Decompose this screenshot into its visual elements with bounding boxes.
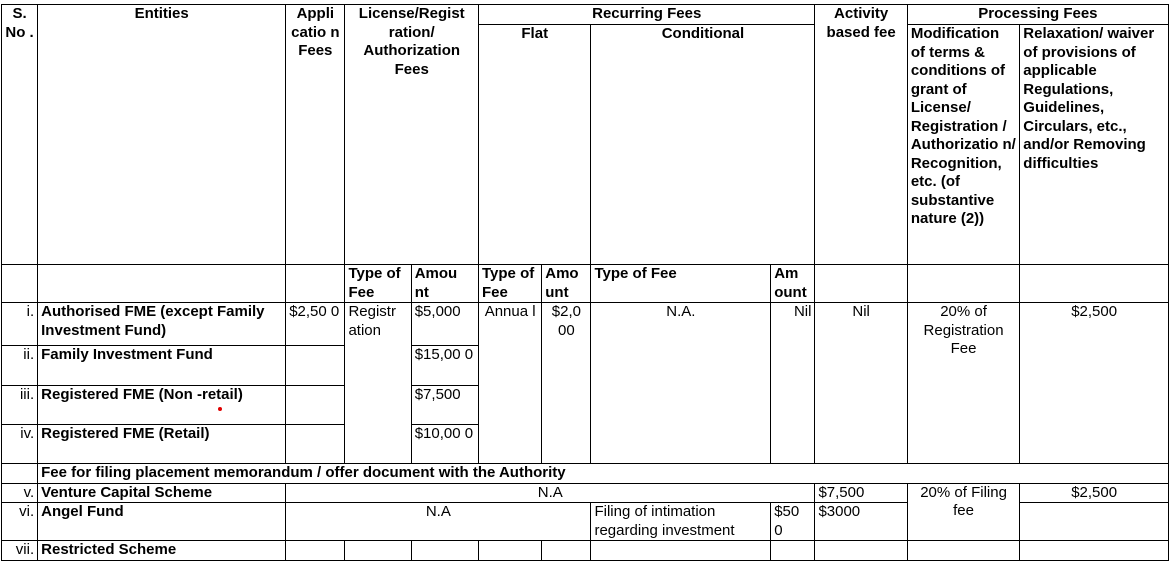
modification-fee: 20% of Filing fee	[907, 483, 1019, 541]
conditional-fee-amount: Nil	[771, 303, 815, 464]
header-application-fees: Appli catio n Fees	[286, 5, 345, 265]
subheader-flat-amount: Amo unt	[542, 265, 591, 303]
row-number: v.	[2, 483, 38, 503]
row-number: vi.	[2, 503, 38, 541]
not-applicable: N.A	[286, 503, 591, 541]
header-modification: Modification of terms & conditions of grant of License/ Registration / Authorizatio n/ Recognition, etc. (of substantive nature (2))	[907, 25, 1019, 265]
section-title: Fee for filing placement memorandum / offer document with the Authority	[38, 464, 1169, 484]
subheader-conditional-amount: Am ount	[771, 265, 815, 303]
header-entities: Entities	[38, 5, 286, 265]
subheader-flat-type: Type of Fee	[479, 265, 542, 303]
entity-name: Angel Fund	[38, 503, 286, 541]
license-fee-amount: $5,000	[411, 303, 478, 346]
header-activity-fee: Activity based fee	[815, 5, 907, 265]
conditional-fee-type: Filing of intimation regarding investment	[591, 503, 771, 541]
entity-name: Family Investment Fund	[38, 346, 286, 386]
relaxation-fee: $2,500	[1020, 303, 1169, 464]
entity-name: Restricted Scheme	[38, 541, 286, 561]
subheader-license-type: Type of Fee	[345, 265, 411, 303]
fee-schedule-table	[1, 4, 1169, 561]
activity-fee: Nil	[815, 303, 907, 464]
flat-fee-amount: $2,0 00	[542, 303, 591, 464]
header-recurring-fees: Recurring Fees	[479, 5, 815, 25]
row-number: vii.	[2, 541, 38, 561]
license-fee-amount: $7,500	[411, 386, 478, 425]
license-fee-amount: $10,00 0	[411, 425, 478, 464]
entity-name: Registered FME (Retail)	[38, 425, 286, 464]
not-applicable: N.A	[286, 483, 815, 503]
header-flat: Flat	[479, 25, 591, 265]
relaxation-fee: $2,500	[1020, 483, 1169, 503]
red-mark-dot	[218, 407, 222, 411]
row-number: iii.	[2, 386, 38, 425]
header-sno: S. No .	[2, 5, 38, 265]
application-fee: $2,50 0	[286, 303, 345, 346]
entity-name: Venture Capital Scheme	[38, 483, 286, 503]
header-conditional: Conditional	[591, 25, 815, 265]
conditional-fee-type: N.A.	[591, 303, 771, 464]
activity-fee: $3000	[815, 503, 907, 541]
entity-name: Registered FME (Non -retail)	[38, 386, 286, 425]
activity-fee: $7,500	[815, 483, 907, 503]
license-fee-amount: $15,00 0	[411, 346, 478, 386]
modification-fee: 20% of Registration Fee	[907, 303, 1019, 464]
entity-name: Authorised FME (except Family Investment Fund)	[38, 303, 286, 346]
header-relaxation: Relaxation/ waiver of provisions of applicable Regulations, Guidelines, Circulars, etc., and/or Removing difficulties	[1020, 25, 1169, 265]
subheader-license-amount: Amou nt	[411, 265, 478, 303]
flat-fee-type: Annua l	[479, 303, 542, 464]
subheader-conditional-type: Type of Fee	[591, 265, 771, 303]
license-fee-type: Registr ation	[345, 303, 411, 464]
header-license-fees: License/Regist ration/ Authorization Fees	[345, 5, 479, 265]
row-number: i.	[2, 303, 38, 346]
header-processing-fees: Processing Fees	[907, 5, 1168, 25]
row-number: iv.	[2, 425, 38, 464]
conditional-fee-amount: $50 0	[771, 503, 815, 541]
row-number: ii.	[2, 346, 38, 386]
